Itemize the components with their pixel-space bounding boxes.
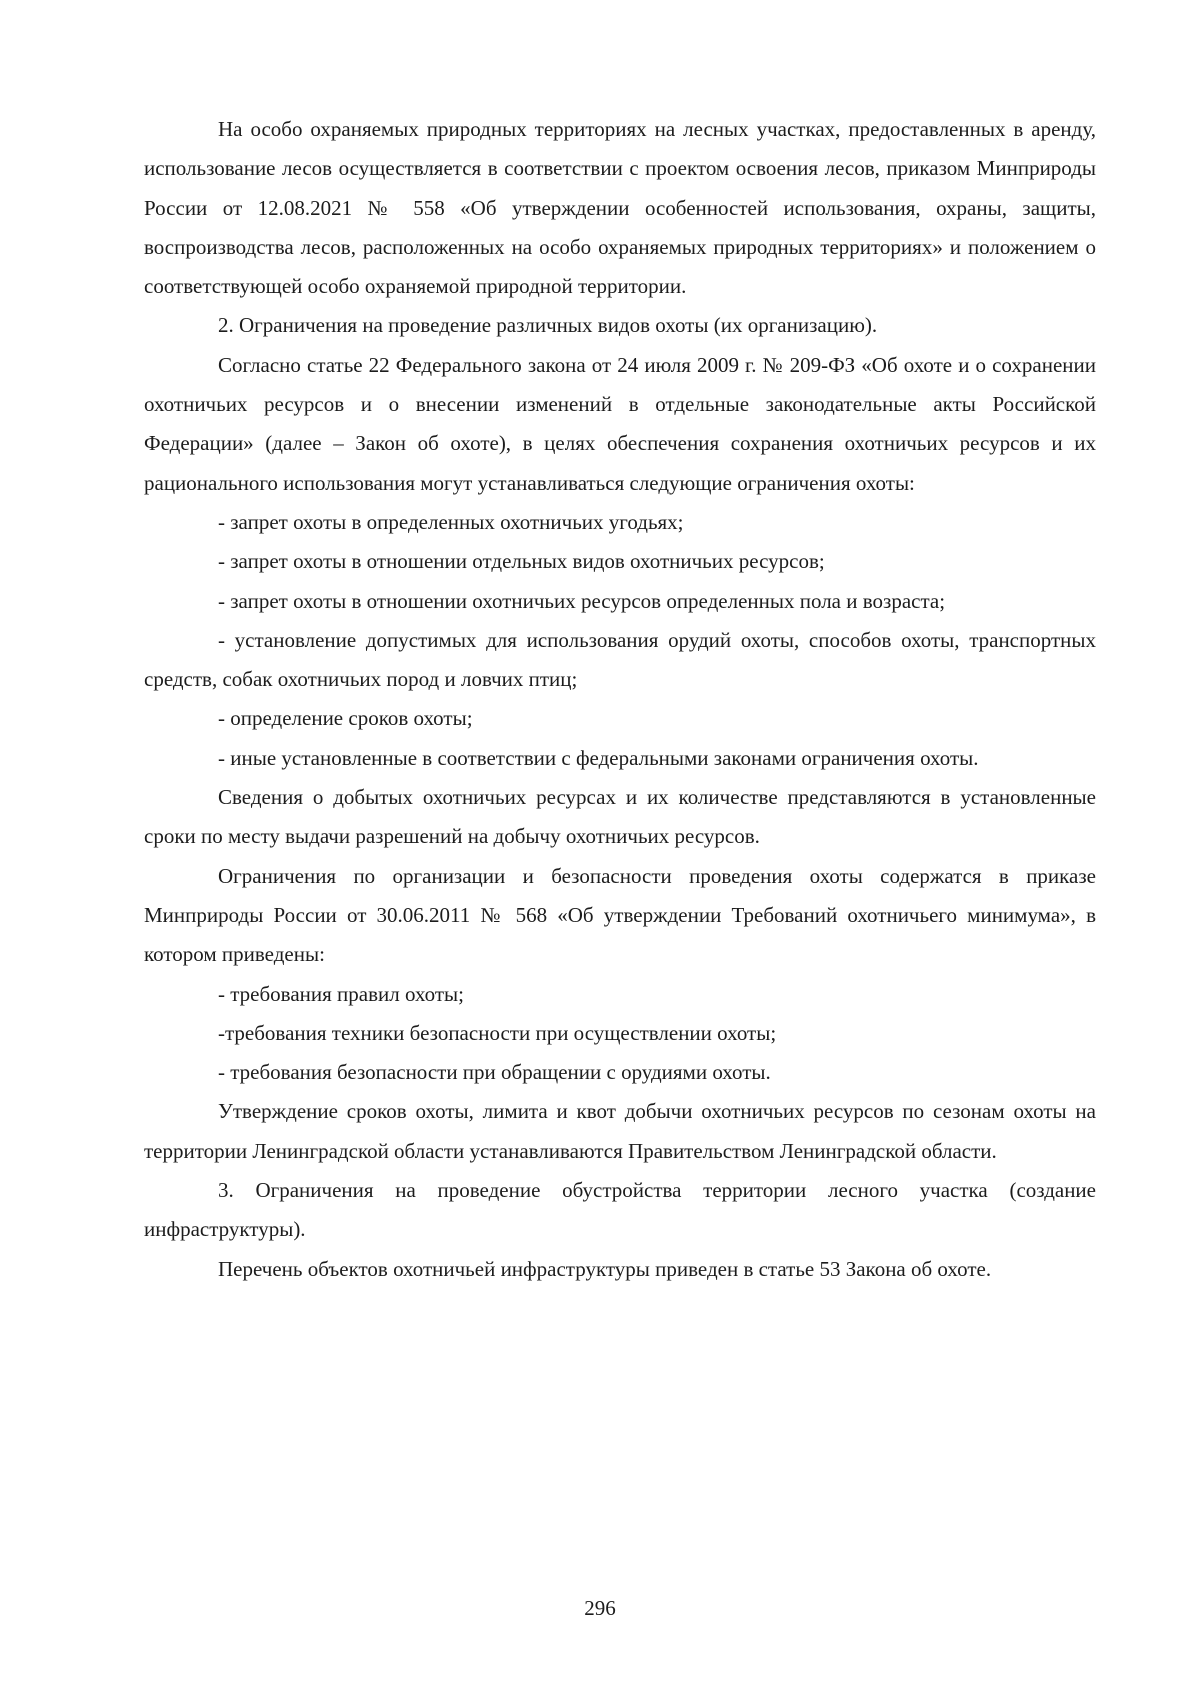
paragraph-section-3-heading: 3. Ограничения на проведение обустройства территории лесного участка (создание инфраструктуры). bbox=[144, 1178, 1096, 1242]
paragraph-article-22: Согласно статье 22 Федерального закона от 24 июля 2009 г. № 209-ФЗ «Об охоте и о сохранении охотничьих ресурсов и о внесении изменений в отдельные законодательные акты Российской Федерации» (далее – Закон об охоте), в целях обеспечения сохранения охотничьих ресурсов и их рационального использования могут устанавливаться следующие ограничения охоты: bbox=[144, 352, 1096, 495]
paragraph-infrastructure-list: Перечень объектов охотничьей инфраструктуры приведен в статье 53 Закона об охоте. bbox=[218, 1256, 992, 1281]
paragraph-harvest-reporting: Сведения о добытых охотничьих ресурсах и их количестве представляются в установленные сроки по месту выдачи разрешений на добычу охотничьих ресурсов. bbox=[144, 785, 1096, 849]
paragraph-quota-approval: Утверждение сроков охоты, лимита и квот добычи охотничьих ресурсов по сезонам охоты на территории Ленинградской области устанавливаются Правительством Ленинградской области. bbox=[144, 1099, 1096, 1163]
body-text bbox=[144, 110, 1096, 1289]
paragraph-order-568: Ограничения по организации и безопасности проведения охоты содержатся в приказе Минприроды России от 30.06.2011 № 568 «Об утверждении Требований охотничьего минимума», в котором приведены: bbox=[144, 863, 1096, 967]
list-item-sex-age-ban: - запрет охоты в отношении охотничьих ресурсов определенных пола и возраста; bbox=[218, 588, 946, 613]
list-item-other-restrictions: - иные установленные в соответствии с федеральными законами ограничения охоты. bbox=[218, 745, 979, 770]
list-item-safety-techniques: -требования техники безопасности при осуществлении охоты; bbox=[218, 1020, 777, 1045]
paragraph-oopt-forest-use: На особо охраняемых природных территориях на лесных участках, предоставленных в аренду, использование лесов осуществляется в соответствии с проектом освоения лесов, приказом Минприроды России от 12.08.2021 № 558 «Об утверждении особенностей использования, охраны, защиты, воспроизводства лесов, расположенных на особо охраняемых природных территориях» и положением о соответствующей особо охраняемой природной территории. bbox=[144, 117, 1096, 299]
list-item-species-ban: - запрет охоты в отношении отдельных видов охотничьих ресурсов; bbox=[218, 549, 825, 574]
page-number: 296 bbox=[584, 1596, 616, 1620]
list-item-permitted-tools: - установление допустимых для использования орудий охоты, способов охоты, транспортных средств, собак охотничьих пород и ловчих птиц; bbox=[144, 627, 1096, 692]
list-item-weapon-safety: - требования безопасности при обращении с орудиями охоты. bbox=[218, 1060, 771, 1085]
list-item-hunting-rules: - требования правил охоты; bbox=[218, 981, 464, 1006]
list-item-hunting-grounds-ban: - запрет охоты в определенных охотничьих угодьях; bbox=[218, 509, 684, 534]
paragraph-section-2-heading: 2. Ограничения на проведение различных видов охоты (их организацию). bbox=[218, 313, 878, 338]
list-item-hunting-terms: - определение сроков охоты; bbox=[218, 706, 473, 731]
